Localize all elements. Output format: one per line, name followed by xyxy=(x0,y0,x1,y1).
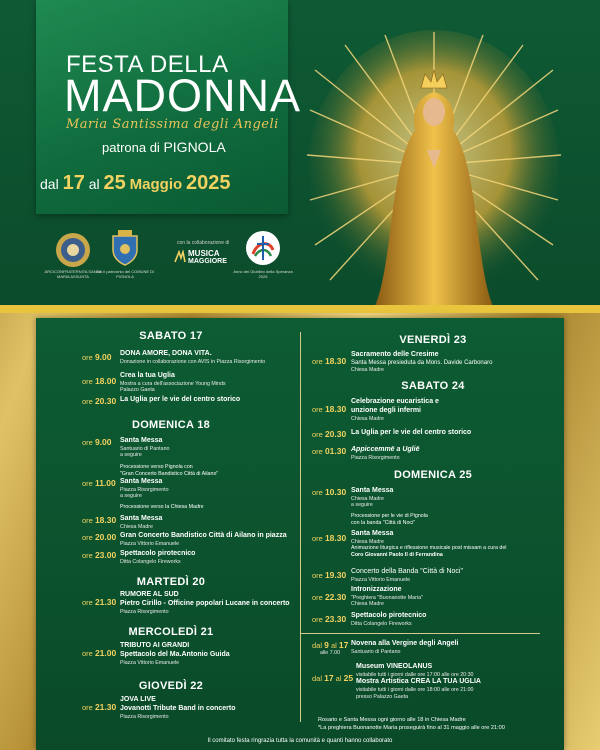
patrona-line xyxy=(102,139,226,155)
footer-thanks: Il comitato festa ringrazia tutta la comunità e quanti hanno collaborato xyxy=(207,738,393,744)
dates-al: al xyxy=(88,176,100,192)
giubileo-logo xyxy=(233,230,293,279)
comune-caption: con il patrocinio del COMUNE DI PIGNOLA xyxy=(95,269,155,279)
subtitle-maria: Maria Santissima degli Angeli xyxy=(66,117,279,132)
comune-logo xyxy=(95,230,155,279)
dates-year: 2025 xyxy=(186,172,231,194)
sponsor-logos xyxy=(44,228,295,300)
note-preghiera: *La preghiera Buonanotte Maria proseguirà fino al 31 maggio alle ore 21:00 xyxy=(318,724,505,731)
poster-header xyxy=(0,0,600,312)
right-separator xyxy=(300,633,540,634)
column-divider xyxy=(300,332,301,722)
patrona-city: PIGNOLA xyxy=(163,139,226,155)
patrona-prefix: patrona di xyxy=(102,140,160,155)
day-heading-domenica-18: DOMENICA 18 xyxy=(131,419,211,431)
coat-of-arms-icon xyxy=(110,230,140,266)
dates-end: 25 xyxy=(103,172,126,194)
note-rosario: Rosario e Santa Messa ogni giorno alle 18 in Chiesa Madre xyxy=(318,717,466,723)
dates-start: 17 xyxy=(62,172,85,194)
day-heading-sabato-17: SABATO 17 xyxy=(139,330,203,342)
confraternita-logo xyxy=(44,232,102,279)
program-panel: SABATO 17 ore 9.00 DONA AMORE, DONA VITA. Donazione in collaborazione con AVIS in Piazza Risorgimento ore 18.00 Crea la tua Uglia Mostra a cura dell'associazione Young Minds Palazzo Gaeta ore 20.30 La Uglia per le vie del centro storico DOMENICA 18 ore 9.00 Santa Messa Santuario di Pantano a seguire Processione verso Pignola con "Gran Concerto Bandistico Città di Ailano" ore 11.00 Santa Messa Piazza Risorgimento a seguire Processione verso la Chiesa Madre ore 18.30 Santa Messa Chiesa Madre ore 20.00 Gran Concerto Bandistico Città di Ailano in piazza Piazza Vittorio Emanuele ore 23.00 Spettacolo pirotecnico Ditta Colangelo Fireworks MARTEDÌ 20 ore 21.30 RUMORE AL SUD Pietro Cirillo - Officine popolari Lucane in concerto Piazza Risorgimento MERCOLEDÌ 21 ore 21.00 TRIBUTO AI GRANDI Spettacolo del Ma.Antonio Guida Piazza Vittorio Emanuele GIOVEDÌ 22 ore 21.30 JOVA LIVE Jovanotti Tribute Band in concerto Piazza Risorgimento VENERDÌ 23 ore 18.30 Sacramento delle Cresime Santa Messa presieduta da Mons. Davide Carbonaro Chiesa Madre SABATO 24 ore 18.30 Celebrazione eucaristica e unzione degli infermi Chiesa Madre ore 20.30 La Uglia per le vie del centro storico ore 01.30 Appiccemmë a Uglië Piazza Risorgimento DOMENICA 25 ore 10.30 Santa Messa Chiesa Madre a seguire Processione per le vie di Pignola con la banda "Città di Noci" ore 18.30 Santa Messa Chiesa Madre Animazione liturgica e riflessione musicale post missam a cura del Coro Giovanni Paolo II di Ferrandina ore 19.30 Concerto della Banda "Città di Noci" Piazza Vittorio Emanuele ore 22.30 Intronizzazione "Preghiera "Buonanotte Maria" Chiesa Madre ore 23.30 Spettacolo pirotecnico Ditta Colangelo Fireworks dal 9 al 17 alle 7.00 Novena alla Vergine degli Angeli Santuario di Pantano dal 17 al 25 Museum VINEOLANUS visitabile tutti i giorni dalle ore 17:00 alle ore 20:30 Mostra Artistica CREA LA TUA UGLIA visitabile tutti i giorni dalle ore 18:00 alle ore 21:00 presso Palazzo Gaeta Rosario e Santa Messa ogni giorno alle 18 in Chiesa Madre *La preghiera Buonanotte Maria proseguirà fino al 31 maggio alle ore 21:00 Il comitato festa ringrazia tutta la comunità e quanti hanno collaborato xyxy=(36,318,564,750)
dates-dal: dal xyxy=(40,176,59,192)
festival-dates xyxy=(40,172,231,195)
gold-band xyxy=(0,305,600,313)
musica-line2: MAGGIORE xyxy=(188,258,227,265)
musica-line1: MUSICA xyxy=(188,249,220,258)
day-heading-martedi-20: MARTEDÌ 20 xyxy=(136,576,206,588)
confraternita-caption: ARCICONFRATERNITA SANTA MARIA ASSUNTA xyxy=(44,269,102,279)
music-note-icon xyxy=(173,250,187,264)
day-heading-giovedi-22: GIOVEDÌ 22 xyxy=(138,680,204,692)
title-festa: FESTA DELLA xyxy=(66,51,229,78)
day-heading-domenica-25: DOMENICA 25 xyxy=(393,469,473,481)
day-heading-venerdi-23: VENERDÌ 23 xyxy=(399,334,467,346)
collab-label: con la collaborazione di xyxy=(177,240,230,246)
day-heading-sabato-24: SABATO 24 xyxy=(401,380,465,392)
bottom-notes xyxy=(318,717,505,732)
day-heading-mercoledi-21: MERCOLEDÌ 21 xyxy=(128,626,214,638)
madonna-statue-image xyxy=(305,30,563,306)
title-card xyxy=(36,0,302,214)
giubileo-caption: Anno del Giubileo della Speranza 2025 xyxy=(233,269,293,279)
musica-maggiore-logo xyxy=(173,249,227,269)
confraternita-emblem-icon xyxy=(55,232,91,268)
dates-month: Maggio xyxy=(129,176,183,193)
title-madonna: MADONNA xyxy=(64,70,302,121)
giubileo-emblem-icon xyxy=(245,230,281,266)
